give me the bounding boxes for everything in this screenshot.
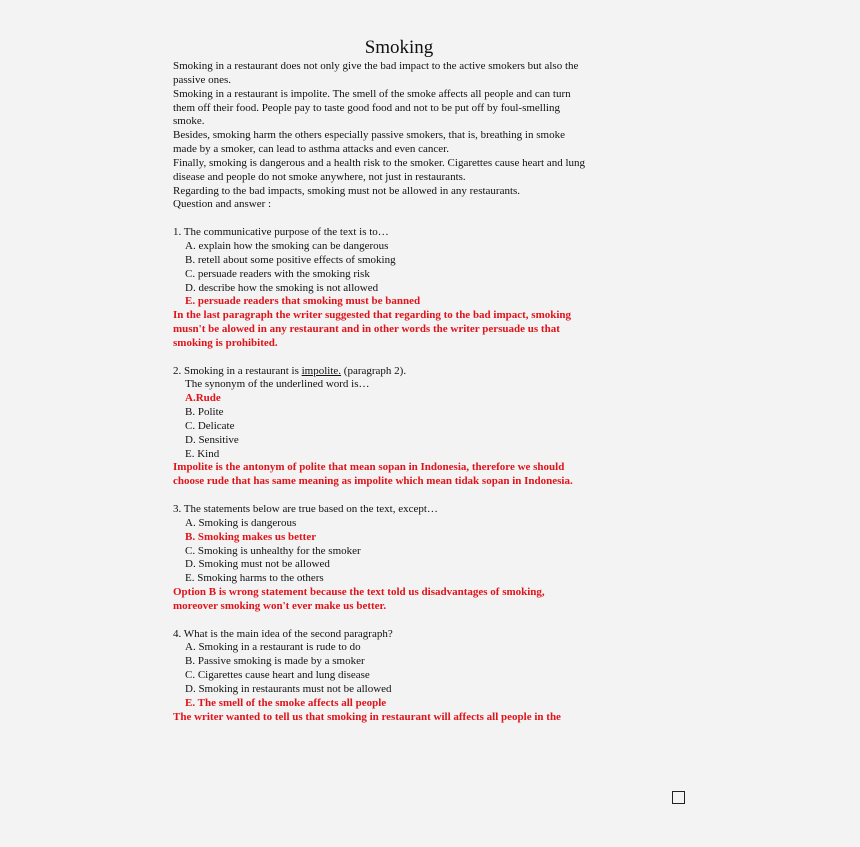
q1-option-c: C. persuade readers with the smoking risk [185,267,370,280]
q4-explanation-line: The writer wanted to tell us that smoking in restaurant will affects all people in the [173,710,561,723]
q1-explanation-line: In the last paragraph the writer suggested that regarding to the bad impact, smoking [173,309,572,322]
passage-line: disease and people do not smoke anywhere, not just in restaurants. [173,170,466,183]
passage-line: Finally, smoking is dangerous and a health risk to the smoker. Cigarettes cause heart and lung [173,156,586,169]
q3-option-e: E. Smoking harms to the others [185,572,324,585]
q1-option-d: D. describe how the smoking is not allowed [185,281,379,294]
q2-subquestion: The synonym of the underlined word is… [185,378,370,391]
q2-question-pre: 2. Smoking in a restaurant is [173,364,302,377]
q1-option-e-answer: E. persuade readers that smoking must be banned [185,295,421,308]
document-title: Smoking [364,37,434,58]
q3-explanation-line: moreover smoking won't ever make us better. [173,599,387,612]
q2-option-d: D. Sensitive [185,433,239,446]
q4-option-e-answer: E. The smell of the smoke affects all people [185,696,387,709]
question-1: 1. The communicative purpose of the text is to… [173,226,389,239]
q2-option-e: E. Kind [185,447,220,460]
passage-line: Smoking in a restaurant is impolite. The smell of the smoke affects all people and can turn [173,87,571,100]
q3-option-b-answer: B. Smoking makes us better [185,530,317,543]
q3-option-a: A. Smoking is dangerous [185,516,297,529]
passage-line: them off their food. People pay to taste good food and not to be put off by foul-smelling [173,101,560,114]
q4-option-b: B. Passive smoking is made by a smoker [185,655,365,668]
passage-line: smoke. [173,115,205,128]
question-3: 3. The statements below are true based on the text, except… [173,503,438,515]
q4-option-c: C. Cigarettes cause heart and lung disease [185,669,370,682]
q1-explanation-line: musn't be alowed in any restaurant and in other words the writer persuade us that [173,323,560,336]
passage-line: Besides, smoking harm the others especially passive smokers, that is, breathing in smoke [173,129,565,142]
document-body [173,60,643,725]
passage-line: Smoking in a restaurant does not only give the bad impact to the active smokers but also the [173,60,579,72]
q4-option-d: D. Smoking in restaurants must not be allowed [185,682,392,695]
q3-explanation-line: Option B is wrong statement because the text told us disadvantages of smoking, [173,586,545,599]
q2-underlined-word: impolite. [301,364,342,377]
q2-explanation-line: Impolite is the antonym of polite that mean sopan in Indonesia, therefore we should [173,461,565,474]
passage-line: made by a smoker, can lead to asthma attacks and even cancer. [173,143,449,156]
checkbox-square[interactable] [672,791,685,804]
q2-explanation-line: choose rude that has same meaning as impolite which mean tidak sopan in Indonesia. [173,475,573,488]
question-2 [173,365,643,379]
passage-line: passive ones. [173,73,232,86]
q1-option-b: B. retell about some positive effects of smoking [185,253,396,266]
q3-option-d: D. Smoking must not be allowed [185,558,330,571]
q2-option-a-answer: A.Rude [185,392,221,405]
q3-option-c: C. Smoking is unhealthy for the smoker [185,544,361,557]
passage-line: Regarding to the bad impacts, smoking must not be allowed in any restaurants. [173,184,521,197]
q2-option-c: C. Delicate [185,419,235,432]
q1-option-a: A. explain how the smoking can be dangerous [185,239,389,252]
q4-option-a: A. Smoking in a restaurant is rude to do [185,641,361,654]
q2-question-post: (paragraph 2). [341,364,407,377]
q1-explanation-line: smoking is prohibited. [173,336,278,349]
passage-line: Question and answer : [173,198,272,211]
q2-option-b: B. Polite [185,406,224,419]
question-4: 4. What is the main idea of the second paragraph? [173,627,393,640]
